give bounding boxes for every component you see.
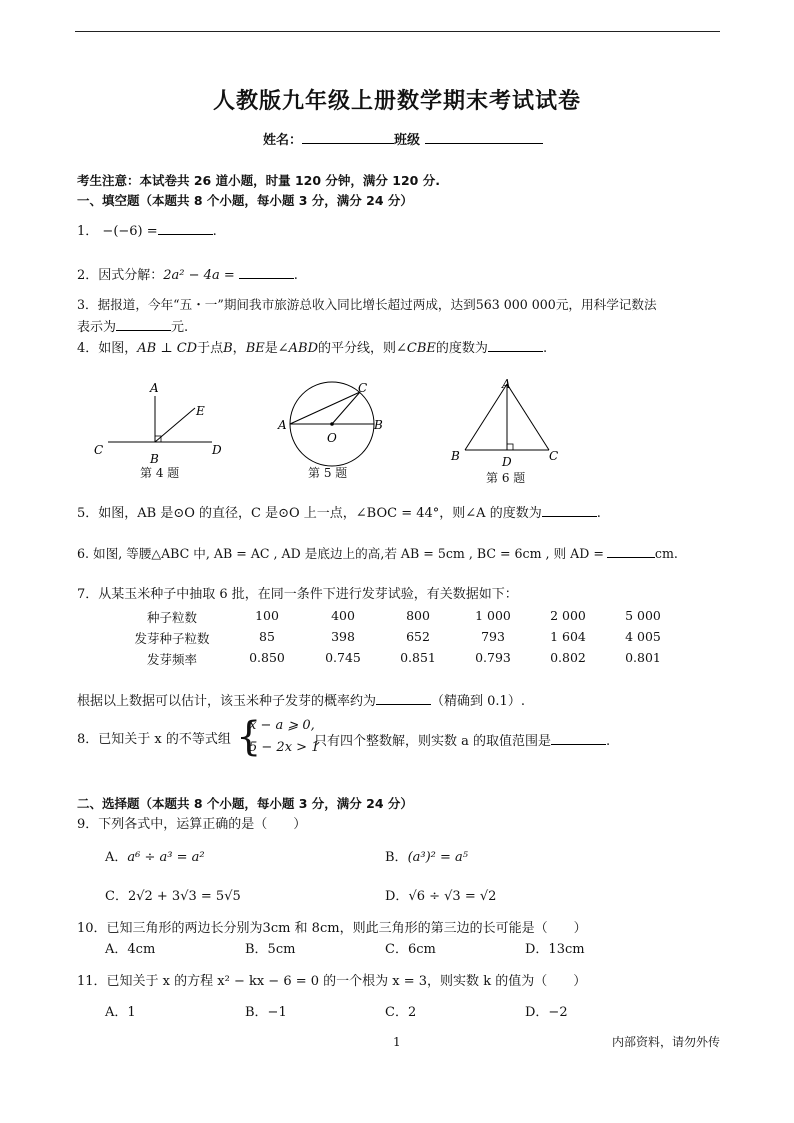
fig5-label-B: B [374, 418, 383, 432]
table-cell: 0.745 [325, 650, 361, 665]
q6-text: 6. 如图, 等腰△ABC 中, AB = AC , AD 是底边上的高,若 AB = 5cm , BC = 6cm , 则 AD = [77, 546, 604, 561]
question-4 [77, 339, 547, 357]
q9-option-d[interactable] [385, 889, 496, 905]
q4-t5: ， [232, 341, 246, 356]
q7-after-text: 根据以上数据可以估计，该玉米种子发芽的概率约为 [77, 694, 377, 709]
table-cell: 652 [406, 629, 430, 644]
question-8-rest [314, 732, 610, 750]
fig4-label-A: A [150, 381, 159, 395]
question-7-answer-line [77, 692, 525, 710]
q7-answer-blank[interactable] [376, 692, 431, 705]
q1-number: 1． [77, 224, 99, 239]
q8-end: . [606, 734, 611, 749]
q3-answer-blank[interactable] [116, 318, 171, 331]
q4-t4: B [223, 341, 233, 356]
table-cell: 793 [481, 629, 505, 644]
q9-c-expr: 2√2 + 3√3 = 5√5 [127, 889, 241, 904]
figure-4-caption: 第 4 题 [140, 466, 180, 480]
fig5-label-A: A [278, 418, 287, 432]
q1-end: . [212, 224, 217, 239]
question-9-stem: 9．下列各式中，运算正确的是（ ） [77, 817, 307, 832]
page-title: 人教版九年级上册数学期末考试试卷 [212, 89, 581, 114]
table-cell: 2 000 [550, 608, 586, 623]
figure-5-caption: 第 5 题 [308, 466, 348, 480]
q4-end: . [542, 341, 548, 356]
class-blank[interactable] [425, 131, 543, 144]
question-2 [77, 266, 298, 284]
fig4-label-D: D [212, 443, 222, 457]
fig4-label-E: E [196, 404, 205, 418]
q10-option-d[interactable]: D．13cm [525, 942, 585, 957]
q9-option-c[interactable] [105, 889, 241, 905]
question-1 [77, 222, 217, 240]
q2-number: 2．因式分解： [77, 268, 164, 283]
q10-option-b[interactable]: B．5cm [245, 942, 296, 957]
name-blank[interactable] [302, 131, 394, 144]
q2-expression: 2a² − 4a = [163, 268, 235, 283]
table-cell: 1 604 [550, 629, 586, 644]
q8-answer-blank[interactable] [551, 732, 606, 745]
q5-end: . [596, 506, 601, 521]
question-6 [77, 545, 678, 562]
q11-option-c[interactable]: C．2 [385, 1005, 417, 1020]
table-cell: 5 000 [625, 608, 661, 623]
inequality-1: x − a ⩾ 0, [249, 718, 315, 733]
page-number: 1 [393, 1035, 401, 1049]
table-cell: 0.801 [625, 650, 661, 665]
table-cell: 400 [331, 608, 355, 623]
fig6-label-B: B [451, 449, 460, 463]
q11-option-d[interactable]: D．−2 [525, 1005, 568, 1020]
q4-t8: ∠ABD [277, 341, 319, 356]
table-cell: 1 000 [475, 608, 511, 623]
footer-note: 内部资料，请勿外传 [612, 1035, 721, 1049]
name-label: 姓名： [263, 133, 303, 148]
q9-d-label: D． [385, 889, 409, 904]
table-cell: 4 005 [625, 629, 661, 644]
q2-answer-blank[interactable] [239, 266, 294, 279]
table-row-label: 发芽种子粒数 [134, 631, 210, 646]
fig6-label-A: A [502, 377, 511, 391]
q3-text: 表示为 [77, 320, 117, 335]
q1-expression: −(−6) = [102, 224, 158, 239]
table-cell: 85 [259, 629, 275, 644]
q9-d-expr: √6 ÷ √3 = √2 [408, 889, 497, 904]
q9-b-expr: (a³)² = a⁵ [407, 850, 468, 865]
q11-option-b[interactable]: B．−1 [245, 1005, 287, 1020]
q9-option-b[interactable] [385, 850, 468, 866]
table-cell: 100 [255, 608, 279, 623]
q9-option-a[interactable] [105, 850, 205, 866]
class-label: 班级 [394, 133, 421, 148]
q6-end: cm. [654, 546, 678, 561]
q4-t9: 的平分线，则 [318, 341, 397, 356]
q8-text: 只有四个整数解，则实数 a 的取值范围是 [314, 734, 552, 749]
q4-t1: 4．如图， [77, 341, 138, 356]
question-7: 7．从某玉米种子中抽取 6 批，在同一条件下进行发芽试验，有关数据如下： [77, 587, 518, 602]
q7-precision: （精确到 0.1）. [431, 694, 525, 709]
q4-t2: AB ⊥ CD [137, 341, 198, 356]
q4-t10: ∠CBE [396, 341, 436, 356]
q10-option-a[interactable]: A．4cm [105, 942, 156, 957]
fig5-label-C: C [358, 381, 368, 395]
question-11-stem: 11．已知关于 x 的方程 x² − kx − 6 = 0 的一个根为 x = 3，则实数 k 的值为（ ） [77, 974, 587, 989]
q9-a-expr: a⁶ ÷ a³ = a² [127, 850, 205, 865]
question-10-stem: 10．已知三角形的两边长分别为3cm 和 8cm，则此三角形的第三边的长可能是（ ） [77, 921, 587, 936]
section-1-heading: 一、填空题（本题共 8 个小题，每小题 3 分，满分 24 分） [77, 193, 413, 208]
fig4-label-C: C [94, 443, 104, 457]
question-5 [77, 504, 601, 522]
table-cell: 800 [406, 608, 430, 623]
q4-t7: 是 [264, 341, 278, 356]
figure-5-diagram [272, 378, 392, 468]
student-info [263, 131, 543, 149]
section-2-heading: 二、选择题（本题共 8 个小题，每小题 3 分，满分 24 分） [77, 796, 413, 811]
q9-a-label: A． [105, 850, 128, 865]
q9-c-label: C． [105, 889, 128, 904]
table-cell: 0.793 [475, 650, 511, 665]
q11-option-a[interactable]: A．1 [105, 1005, 136, 1020]
table-row-label: 发芽频率 [146, 652, 197, 667]
q6-answer-blank[interactable] [607, 545, 655, 558]
q4-answer-blank[interactable] [488, 339, 543, 352]
fig4-label-B: B [150, 452, 159, 466]
q9-b-label: B． [385, 850, 408, 865]
table-cell: 0.851 [400, 650, 436, 665]
q3-unit: 元. [171, 320, 189, 335]
table-cell: 0.802 [550, 650, 586, 665]
exam-notice: 考生注意：本试卷共 26 道小题，时量 120 分钟，满分 120 分. [77, 173, 440, 188]
inequality-2: 5 − 2x > 1 [249, 740, 320, 755]
figure-6-caption: 第 6 题 [486, 471, 526, 485]
table-row-label: 种子粒数 [146, 610, 197, 625]
q4-t3: 于点 [197, 341, 224, 356]
q2-end: . [293, 268, 298, 283]
q5-answer-blank[interactable] [542, 504, 597, 517]
q4-t6: BE [245, 341, 265, 356]
q4-t11: 的度数为 [435, 341, 488, 356]
fig6-label-D: D [502, 455, 512, 468]
question-3-line-2 [77, 318, 188, 336]
question-8-stem: 8．已知关于 x 的不等式组 [77, 732, 231, 747]
table-cell: 0.850 [249, 650, 285, 665]
figure-6-diagram [445, 376, 565, 468]
q10-option-c[interactable]: C．6cm [385, 942, 436, 957]
top-rule [75, 31, 720, 32]
fig6-label-C: C [549, 449, 559, 463]
question-3-line-1: 3．据报道，今年“五・一”期间我市旅游总收入同比增长超过两成，达到563 000 000元，用科学记数法 [77, 297, 657, 312]
fig5-label-O: O [327, 431, 337, 445]
q1-answer-blank[interactable] [158, 222, 213, 235]
table-cell: 398 [331, 629, 355, 644]
inequality-brace: { [236, 714, 262, 760]
q5-text: 5．如图，AB 是⊙O 的直径，C 是⊙O 上一点，∠BOC = 44°，则∠A 的度数为 [77, 506, 542, 521]
